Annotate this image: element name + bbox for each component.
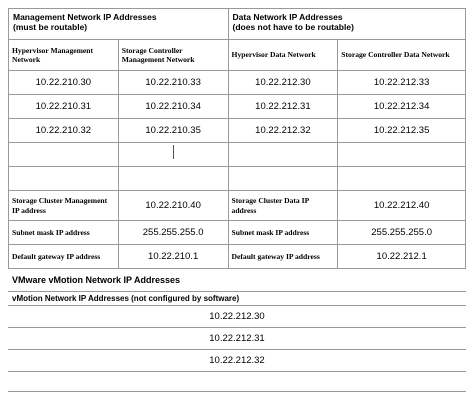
management-network-title: Management Network IP Addresses (13, 12, 157, 22)
storage-cluster-mgmt-label: Storage Cluster Management IP address (9, 191, 119, 221)
subnet-mask-data-value[interactable]: 255.255.255.0 (338, 221, 466, 245)
text-cursor (173, 145, 174, 159)
col-hypervisor-data: Hypervisor Data Network (228, 40, 338, 71)
empty-cell-with-cursor[interactable] (118, 143, 228, 167)
storage-cluster-data-label: Storage Cluster Data IP address (228, 191, 338, 221)
management-network-header (9, 9, 229, 40)
hypervisor-mgmt-ip[interactable]: 10.22.210.32 (9, 119, 119, 143)
storage-cluster-mgmt-ip[interactable]: 10.22.210.40 (118, 191, 228, 221)
empty-cell[interactable] (9, 143, 119, 167)
empty-cell[interactable] (338, 167, 466, 191)
table-row (9, 119, 466, 143)
vmotion-ip-table (8, 291, 466, 392)
storage-cluster-data-ip[interactable]: 10.22.212.40 (338, 191, 466, 221)
hypervisor-mgmt-ip[interactable]: 10.22.210.31 (9, 95, 119, 119)
hypervisor-data-ip[interactable]: 10.22.212.32 (228, 119, 338, 143)
col-storage-controller-management: Storage Controller Management Network (118, 40, 228, 71)
default-gateway-mgmt-value[interactable]: 10.22.210.1 (118, 245, 228, 269)
storage-ctrl-data-ip[interactable]: 10.22.212.34 (338, 95, 466, 119)
col-hypervisor-management: Hypervisor Management Network (9, 40, 119, 71)
default-gateway-data-value[interactable]: 10.22.212.1 (338, 245, 466, 269)
empty-cell[interactable] (118, 167, 228, 191)
vmotion-ip[interactable]: 10.22.212.30 (8, 306, 466, 328)
storage-ctrl-data-ip[interactable]: 10.22.212.35 (338, 119, 466, 143)
storage-ctrl-mgmt-ip[interactable]: 10.22.210.34 (118, 95, 228, 119)
subnet-mask-mgmt-label: Subnet mask IP address (9, 221, 119, 245)
data-network-header (228, 9, 465, 40)
hypervisor-data-ip[interactable]: 10.22.212.30 (228, 71, 338, 95)
subnet-mask-data-label: Subnet mask IP address (228, 221, 338, 245)
col-storage-controller-data: Storage Controller Data Network (338, 40, 466, 71)
table-row (9, 71, 466, 95)
table-row (9, 191, 466, 221)
table-row (9, 95, 466, 119)
empty-cell[interactable] (8, 372, 466, 392)
empty-cell[interactable] (228, 143, 338, 167)
table-row-empty (9, 143, 466, 167)
storage-ctrl-data-ip[interactable]: 10.22.212.33 (338, 71, 466, 95)
table-row (8, 328, 466, 350)
empty-cell[interactable] (9, 167, 119, 191)
vmotion-table-header: vMotion Network IP Addresses (not configured by software) (8, 292, 466, 306)
table-row (9, 245, 466, 269)
empty-cell[interactable] (228, 167, 338, 191)
table-row (8, 306, 466, 328)
table-row (9, 221, 466, 245)
storage-ctrl-mgmt-ip[interactable]: 10.22.210.35 (118, 119, 228, 143)
subnet-mask-mgmt-value[interactable]: 255.255.255.0 (118, 221, 228, 245)
network-ip-table (8, 8, 466, 269)
hypervisor-data-ip[interactable]: 10.22.212.31 (228, 95, 338, 119)
storage-ctrl-mgmt-ip[interactable]: 10.22.210.33 (118, 71, 228, 95)
table-row-empty (8, 372, 466, 392)
vmotion-ip[interactable]: 10.22.212.32 (8, 350, 466, 372)
table-row (8, 350, 466, 372)
empty-cell[interactable] (338, 143, 466, 167)
vmotion-ip[interactable]: 10.22.212.31 (8, 328, 466, 350)
default-gateway-mgmt-label: Default gateway IP address (9, 245, 119, 269)
table-row-empty (9, 167, 466, 191)
management-network-subtitle: (must be routable) (13, 22, 88, 32)
default-gateway-data-label: Default gateway IP address (228, 245, 338, 269)
data-network-subtitle: (does not have to be routable) (232, 22, 354, 32)
data-network-title: Data Network IP Addresses (232, 12, 343, 22)
vmotion-section-title: VMware vMotion Network IP Addresses (12, 275, 181, 285)
hypervisor-mgmt-ip[interactable]: 10.22.210.30 (9, 71, 119, 95)
